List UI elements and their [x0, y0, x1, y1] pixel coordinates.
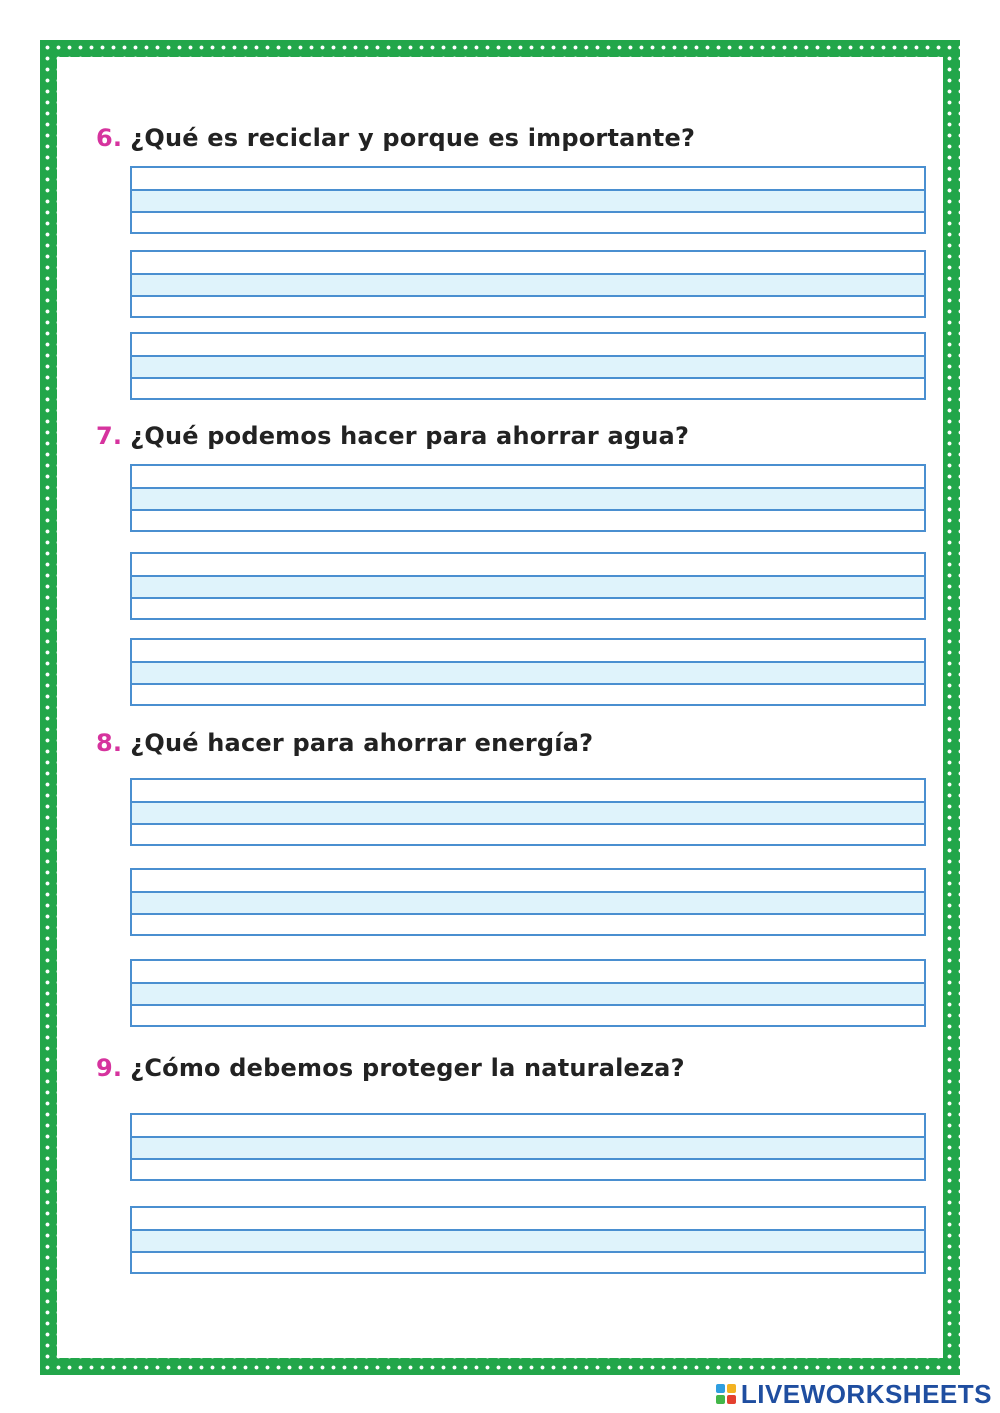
question-7 — [96, 422, 689, 450]
answer-lines-6-1[interactable] — [130, 166, 926, 234]
answer-lines-7-2[interactable] — [130, 552, 926, 620]
footer-brand: LIVEWORKSHEETS — [740, 1378, 992, 1409]
question-text: ¿Cómo debemos proteger la naturaleza? — [130, 1054, 685, 1082]
liveworksheets-logo-icon — [716, 1384, 736, 1404]
question-text: ¿Qué podemos hacer para ahorrar agua? — [130, 422, 690, 450]
question-9 — [96, 1054, 685, 1082]
question-number: 6. — [96, 124, 123, 152]
answer-lines-7-3[interactable] — [130, 638, 926, 706]
question-6 — [96, 124, 695, 152]
question-number: 7. — [96, 422, 123, 450]
question-number: 8. — [96, 729, 123, 757]
answer-lines-9-1[interactable] — [130, 1113, 926, 1181]
question-8 — [96, 729, 593, 757]
answer-lines-6-3[interactable] — [130, 332, 926, 400]
liveworksheets-logo[interactable] — [716, 1378, 992, 1410]
answer-lines-6-2[interactable] — [130, 250, 926, 318]
answer-lines-7-1[interactable] — [130, 464, 926, 532]
question-text: ¿Qué es reciclar y porque es importante? — [130, 124, 696, 152]
answer-lines-8-3[interactable] — [130, 959, 926, 1027]
answer-lines-9-2[interactable] — [130, 1206, 926, 1274]
answer-lines-8-2[interactable] — [130, 868, 926, 936]
question-number: 9. — [96, 1054, 123, 1082]
answer-lines-8-1[interactable] — [130, 778, 926, 846]
question-text: ¿Qué hacer para ahorrar energía? — [130, 729, 594, 757]
